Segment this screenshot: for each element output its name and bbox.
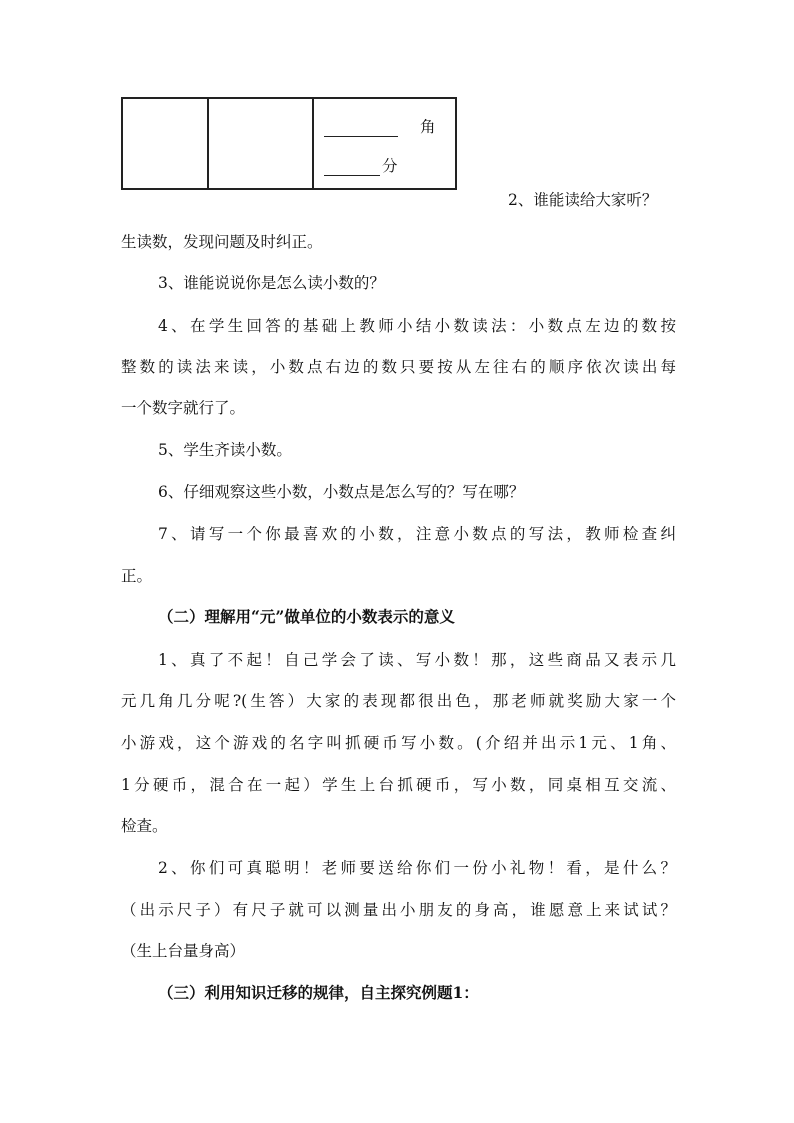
- fen-unit-label: 分: [382, 157, 398, 175]
- table-cell-empty-1: [123, 99, 209, 188]
- section-3-heading: （三）利用知识迁移的规律，自主探究例题1：: [158, 983, 479, 1002]
- para-1-line-4: 1分硬币，混合在一起）学生上台抓硬币，写小数，同桌相互交流、: [121, 776, 676, 794]
- step-5-line: 5、学生齐读小数。: [158, 441, 292, 459]
- table-cell-units: [314, 99, 455, 188]
- para-1-line-3: 小游戏，这个游戏的名字叫抓硬币写小数。(介绍并出示1元、1角、: [121, 734, 676, 752]
- para-1-line-1: 1、真了不起！自己学会了读、写小数！那，这些商品又表示几: [158, 651, 676, 669]
- para-1-line-2: 元几角几分呢?(生答）大家的表现都很出色，那老师就奖励大家一个: [121, 692, 676, 710]
- jiao-blank-row: [324, 117, 436, 137]
- jiao-unit-label: 角: [420, 118, 436, 136]
- step-7-line-1: 7、请写一个你最喜欢的小数，注意小数点的写法，教师检查纠: [158, 525, 676, 543]
- step-7-line-2: 正。: [121, 567, 153, 585]
- para-2-line-2: （出示尺子）有尺子就可以测量出小朋友的身高，谁愿意上来试试？: [121, 901, 676, 919]
- jiao-blank-line: [324, 118, 398, 137]
- fen-blank-line: [324, 157, 380, 176]
- fen-blank-row: [324, 156, 398, 176]
- step-6-line: 6、仔细观察这些小数，小数点是怎么写的？写在哪？: [158, 483, 525, 501]
- para-1-line-5: 检查。: [121, 817, 168, 835]
- table-cell-empty-2: [209, 99, 314, 188]
- step-4-line-3: 一个数字就行了。: [121, 399, 246, 417]
- step-4-line-1: 4、在学生回答的基础上教师小结小数读法：小数点左边的数按: [158, 317, 676, 335]
- para-2-line-3: （生上台量身高）: [121, 942, 246, 960]
- money-table-fragment: [121, 97, 457, 190]
- section-2-heading: （二）理解用“元”做单位的小数表示的意义: [158, 607, 455, 626]
- step-3-line: 3、谁能说说你是怎么读小数的？: [158, 274, 385, 292]
- para-2-line-1: 2、你们可真聪明！老师要送给你们一份小礼物！看，是什么？: [158, 859, 676, 877]
- step-2-detail: 生读数，发现问题及时纠正。: [121, 233, 323, 251]
- step-4-line-2: 整数的读法来读，小数点右边的数只要按从左往右的顺序依次读出每: [121, 358, 676, 376]
- step-2-line: 2、谁能读给大家听？: [508, 191, 658, 209]
